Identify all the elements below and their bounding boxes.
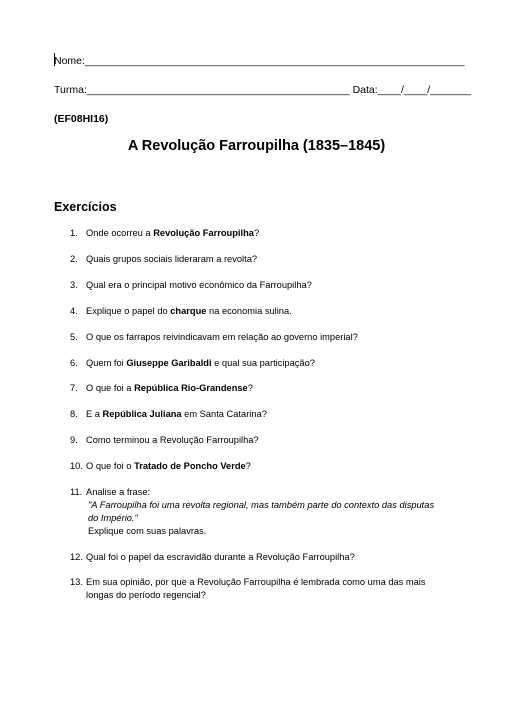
- question-number: 3.: [70, 280, 78, 290]
- question-10: [70, 460, 465, 473]
- question-number: 9.: [70, 435, 78, 445]
- question-text: Quais grupos sociais lideraram a revolta?: [86, 254, 258, 264]
- question-text: O que foi o: [86, 461, 135, 471]
- question-number: 4.: [70, 306, 78, 316]
- quote-line-1: "A Farroupilha foi uma revolta regional, mas também parte do contexto das disputas: [88, 500, 435, 510]
- question-text-end: ?: [253, 228, 260, 238]
- question-4: [70, 305, 465, 318]
- question-instruction: Explique com suas palavras.: [88, 526, 207, 536]
- question-text-end: ?: [247, 383, 253, 393]
- question-text: Onde ocorreu a: [86, 228, 154, 238]
- document-title: A Revolução Farroupilha (1835–1845): [127, 138, 386, 154]
- question-number: 10.: [70, 461, 83, 471]
- question-number: 12.: [70, 552, 83, 562]
- question-text: Qual foi o papel da escravidão durante a Revolução Farroupilha?: [86, 552, 355, 562]
- question-number: 5.: [70, 332, 78, 342]
- question-text: Quem foi: [86, 358, 127, 368]
- question-text-end: em Santa Catarina?: [181, 409, 267, 419]
- question-12: [70, 551, 465, 564]
- question-bold-term: charque: [170, 306, 207, 316]
- question-3: [70, 279, 465, 292]
- question-number: 6.: [70, 358, 78, 368]
- question-text: Explique o papel do: [86, 306, 171, 316]
- question-text: O que os farrapos reivindicavam em relação ao governo imperial?: [86, 332, 358, 342]
- question-number: 13.: [70, 577, 83, 587]
- question-7: [70, 382, 465, 395]
- question-text: Analise a frase:: [86, 487, 151, 497]
- question-text: Qual era o principal motivo econômico da Farroupilha?: [86, 280, 312, 290]
- question-bold-term: Giuseppe Garibaldi: [126, 358, 212, 368]
- question-number: 7.: [70, 383, 78, 393]
- question-9: [70, 434, 465, 447]
- question-2: [70, 253, 465, 266]
- question-text-line-2: longas do período regencial?: [86, 590, 206, 600]
- question-number: 1.: [70, 228, 78, 238]
- question-1: [70, 227, 465, 240]
- question-bold-term: Revolução Farroupilha: [153, 228, 254, 238]
- question-text-end: na economia sulina.: [206, 306, 292, 316]
- question-text: E a: [86, 409, 103, 419]
- question-text-end: e qual sua participação?: [211, 358, 315, 368]
- question-text-end: ?: [245, 461, 251, 471]
- question-number: 2.: [70, 254, 78, 264]
- bncc-code: (EF08HI16): [54, 113, 109, 125]
- question-bold-term: Tratado de Poncho Verde: [134, 461, 246, 471]
- question-11: [70, 486, 465, 538]
- turma-data-field-line[interactable]: Turma:_____________________________________________ Data:____/____/_______: [54, 84, 472, 96]
- question-number: 8.: [70, 409, 78, 419]
- question-text: O que foi a: [86, 383, 135, 393]
- nome-field-line[interactable]: Nome:_________________________________________________________________: [54, 55, 465, 67]
- question-8: [70, 408, 465, 421]
- section-heading: Exercícios: [54, 200, 117, 214]
- question-bold-term: República Juliana: [102, 409, 182, 419]
- question-bold-term: República Rio-Grandense: [134, 383, 248, 393]
- question-6: [70, 357, 465, 370]
- quote-line-2: do Império.": [88, 513, 138, 523]
- question-text: Em sua opinião, por que a Revolução Farroupilha é lembrada como uma das mais: [86, 577, 426, 587]
- question-13: [70, 576, 465, 602]
- question-text: Como terminou a Revolução Farroupilha?: [86, 435, 259, 445]
- question-number: 11.: [70, 487, 83, 497]
- question-5: [70, 331, 465, 344]
